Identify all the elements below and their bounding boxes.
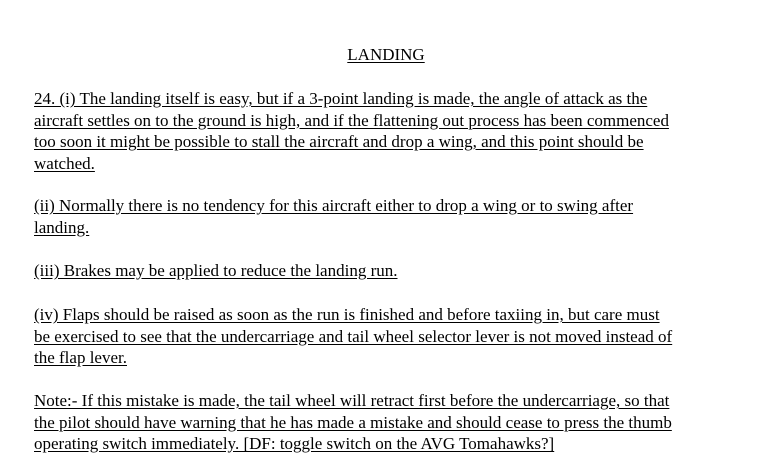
paragraph-line: watched. [34,153,95,173]
paragraph-line: Note:- If this mistake is made, the tail wheel will retract first before the undercarriage, so that [34,391,670,410]
paragraph-line: the pilot should have warning that he has made a mistake and should cease to press the thumb [34,412,672,432]
section-title: LANDING [347,45,425,64]
paragraph-flaps [34,304,746,369]
paragraph-line: (iv) Flaps should be raised as soon as the run is finished and before taxiing in, but care must [34,305,660,324]
paragraph-line: be exercised to see that the undercarriage and tail wheel selector lever is not moved instead of [34,326,673,346]
paragraph-no-tendency [34,195,746,238]
paragraph-line: operating switch immediately. [DF: toggle switch on the AVG Tomahawks?] [34,434,555,453]
paragraph-line: (ii) Normally there is no tendency for this aircraft either to drop a wing or to swing after [34,196,634,215]
paragraph-line: aircraft settles on to the ground is high, and if the flattening out process has been commenced [34,110,669,130]
paragraph-landing-easy [34,88,746,174]
paragraph-line: landing. [34,217,90,237]
paragraph-line: 24. (i) The landing itself is easy, but if a 3-point landing is made, the angle of attack as the [34,89,648,108]
paragraph-note [34,390,746,455]
paragraph-line: too soon it might be possible to stall the aircraft and drop a wing, and this point should be [34,132,644,151]
paragraph-brakes [34,260,746,282]
paragraph-line: the flap lever. [34,348,127,367]
paragraph-line: (iii) Brakes may be applied to reduce the landing run. [34,261,398,280]
